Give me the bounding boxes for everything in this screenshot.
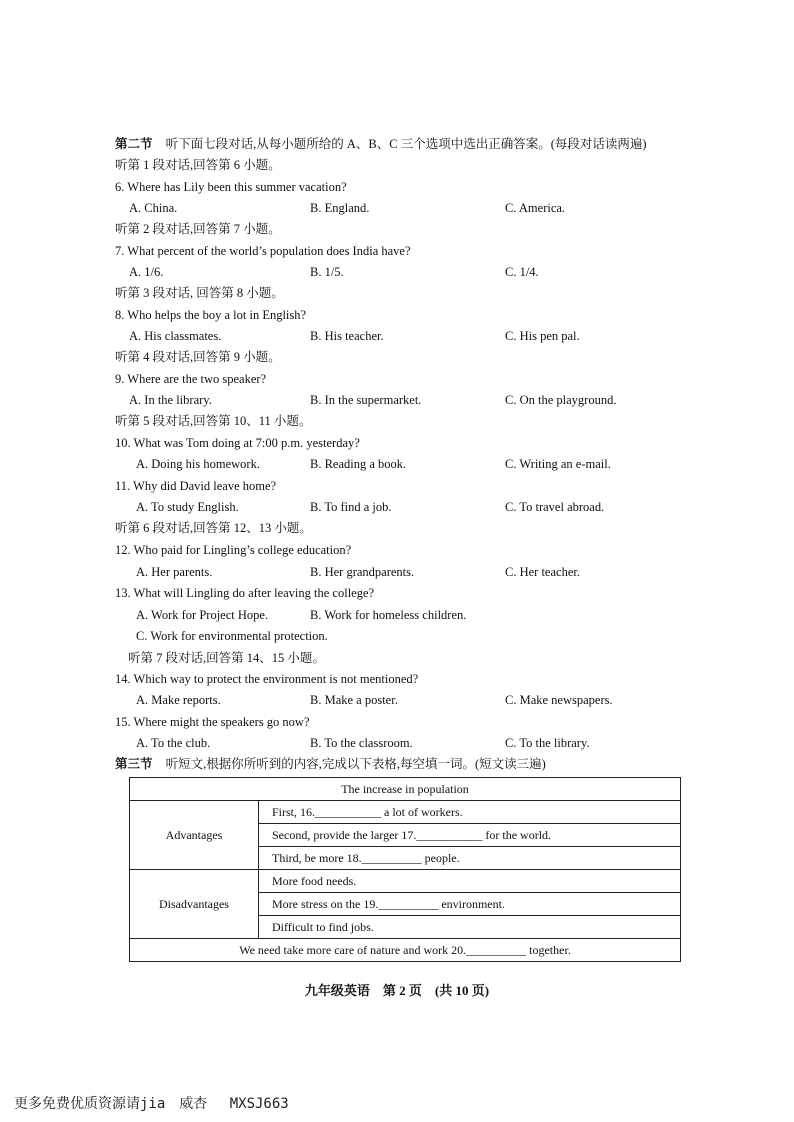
option-a: A. 1/6.: [129, 265, 164, 279]
disadvantages-label: Disadvantages: [130, 870, 259, 939]
option-a: A. To study English.: [136, 500, 239, 514]
dialog-note: 听第 7 段对话,回答第 14、15 小题。: [128, 651, 325, 665]
table-row: More stress on the 19.__________ environment.: [259, 893, 681, 916]
option-c: C. To travel abroad.: [505, 500, 605, 514]
page-number-footer: 九年级英语 第 2 页 (共 10 页): [304, 983, 490, 998]
option-b: B. Make a poster.: [310, 693, 398, 707]
question-text: 9. Where are the two speaker?: [115, 372, 267, 386]
question-text: 13. What will Lingling do after leaving the college?: [115, 586, 375, 600]
table-row: More food needs.: [259, 870, 681, 893]
table-title: The increase in population: [130, 778, 681, 801]
dialog-note: 听第 5 段对话,回答第 10、11 小题。: [115, 414, 312, 428]
table-last-row: We need take more care of nature and work 20.__________ together.: [130, 939, 681, 962]
option-a: A. Work for Project Hope.: [136, 608, 269, 622]
table-row: First, 16.___________ a lot of workers.: [259, 801, 681, 824]
option-a: A. Doing his homework.: [136, 457, 260, 471]
question-text: 8. Who helps the boy a lot in English?: [115, 308, 307, 322]
option-a: A. His classmates.: [129, 329, 222, 343]
option-b: B. To find a job.: [310, 500, 392, 514]
dialog-note: 听第 3 段对话, 回答第 8 小题。: [115, 286, 284, 300]
option-b: B. Work for homeless children.: [310, 608, 467, 622]
question-text: 14. Which way to protect the environment is not mentioned?: [115, 672, 419, 686]
question-text: 7. What percent of the world’s population does India have?: [115, 244, 411, 258]
question-text: 10. What was Tom doing at 7:00 p.m. yesterday?: [115, 436, 360, 450]
advantages-label: Advantages: [130, 801, 259, 870]
option-b: B. To the classroom.: [310, 736, 413, 750]
option-c: C. Make newspapers.: [505, 693, 613, 707]
section2-instructions: 听下面七段对话,从每小题所给的 A、B、C 三个选项中选出正确答案。(每段对话读两遍): [165, 137, 647, 151]
dialog-note: 听第 2 段对话,回答第 7 小题。: [115, 222, 281, 236]
option-c: C. Writing an e-mail.: [505, 457, 611, 471]
table-row: Difficult to find jobs.: [259, 916, 681, 939]
section3-heading: [115, 756, 546, 772]
question-text: 11. Why did David leave home?: [115, 479, 277, 493]
section2-heading: [115, 136, 647, 152]
section2-label: 第二节: [115, 137, 153, 151]
option-b: B. His teacher.: [310, 329, 384, 343]
option-a: A. In the library.: [129, 393, 212, 407]
option-c: C. 1/4.: [505, 265, 539, 279]
dialog-note: 听第 4 段对话,回答第 9 小题。: [115, 350, 281, 364]
option-c: C. On the playground.: [505, 393, 617, 407]
option-c: C. Work for environmental protection.: [136, 629, 328, 643]
option-b: B. In the supermarket.: [310, 393, 422, 407]
option-c: C. Her teacher.: [505, 565, 580, 579]
option-a: A. Make reports.: [136, 693, 221, 707]
option-b: B. England.: [310, 201, 370, 215]
table-row: Second, provide the larger 17.___________ for the world.: [259, 824, 681, 847]
dialog-note: 听第 6 段对话,回答第 12、13 小题。: [115, 521, 312, 535]
option-c: C. To the library.: [505, 736, 590, 750]
option-b: B. Reading a book.: [310, 457, 407, 471]
question-text: 15. Where might the speakers go now?: [115, 715, 310, 729]
table-row: Third, be more 18.__________ people.: [259, 847, 681, 870]
dialog-note: 听第 1 段对话,回答第 6 小题。: [115, 158, 281, 172]
option-a: A. To the club.: [136, 736, 211, 750]
question-text: 6. Where has Lily been this summer vacation?: [115, 180, 347, 194]
option-c: C. His pen pal.: [505, 329, 580, 343]
section3-label: 第三节: [115, 757, 153, 771]
population-table: [129, 777, 681, 962]
option-a: A. Her parents.: [136, 565, 213, 579]
footer-ad-text: 更多免费优质资源请jia 威杏 MXSJ663: [14, 1096, 289, 1112]
option-a: A. China.: [129, 201, 178, 215]
section3-instructions: 听短文,根据你所听到的内容,完成以下表格,每空填一词。(短文读三遍): [165, 757, 546, 771]
question-text: 12. Who paid for Lingling’s college education?: [115, 543, 352, 557]
option-c: C. America.: [505, 201, 566, 215]
option-b: B. 1/5.: [310, 265, 344, 279]
option-b: B. Her grandparents.: [310, 565, 415, 579]
